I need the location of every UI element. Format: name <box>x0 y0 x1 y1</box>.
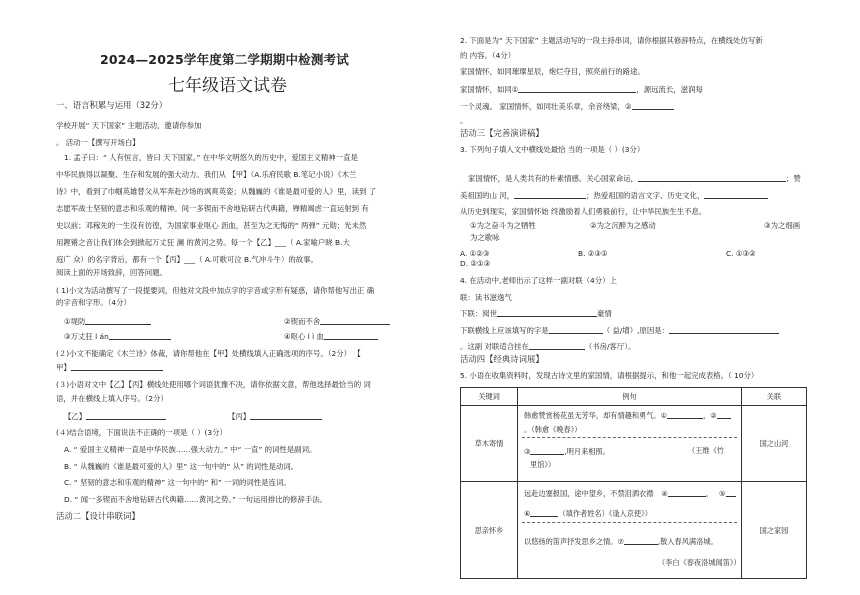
speech-line: 从历史到现实，家国情怀始 终激励着人们勇毅前行，让中华民族生生不息。 <box>460 207 707 216</box>
section-heading: 一、语言积累与运用（32分） <box>56 100 168 110</box>
passage-line: 用鏗锵之音让我们体会到掀起万丈狂 澜 的黄河之势。每一个【乙】___（ A.家喻户晓 B.大 <box>56 238 350 247</box>
question-2-cont: 甲】 <box>56 362 163 372</box>
q4-fill: 下联横线上应该填写的字是 （ 益/增）,原因是： <box>460 325 779 335</box>
question-4: (４)结合语境，下面说法不正确的一项是（ ）(3分） <box>56 428 227 437</box>
row-keyword: 思亲怀乡 <box>461 482 518 579</box>
passage-line: 史以前；邓稼先的一生没有彷徨，为国家事业呕心 沥血，甚至为之无悔的“ 两弹” 元勋；光未然 <box>56 221 367 230</box>
answer-blank[interactable] <box>669 325 779 334</box>
q1-item-c: ③万丈狂 l án <box>64 331 171 341</box>
q1-item-a: ①堤防 <box>64 316 151 326</box>
divider <box>522 437 737 438</box>
answer-blank[interactable] <box>514 190 586 199</box>
answer-blank[interactable] <box>320 316 390 325</box>
answer-blank[interactable] <box>638 173 786 182</box>
passage-line: 庭广 众）的名字背后，都有一个【丙】___（ A.可歌可泣 B.气冲斗牛）的故事。 <box>56 255 318 264</box>
option-1: ①为之奋斗为之牺牲 <box>470 221 536 230</box>
answer-blank[interactable] <box>85 316 151 325</box>
speech-line: 家国情怀，是人类共有的朴素情感。关心国家命运， ；赞 <box>468 174 801 183</box>
answer-blank[interactable] <box>324 331 378 340</box>
activity-heading: 活动三【完善演讲稿】 <box>460 128 544 138</box>
question-3: (３)小语对文中【乙】【丙】横线处使用哪个词语犹豫不决，请你依据文意，帮他选择最恰当的 词 <box>56 380 371 389</box>
poetry-table <box>460 387 807 579</box>
answer-blank[interactable] <box>668 488 706 497</box>
q4-fill-cont: 。这副 对联适合挂在 （书房/客厅）。 <box>460 342 636 351</box>
q1-item-b: ②锲而不舍 <box>284 316 390 326</box>
row-example-cite: （李白《春夜洛城闻笛》） <box>658 558 741 567</box>
activity-heading: 。 活动一【撰写开场白】 <box>56 138 140 147</box>
answer-blank[interactable] <box>530 508 558 517</box>
q4-option-a: A. “ 爱国主义精神一直是中华民族……强大动力。” 中“ 一直” 的词性是副词。 <box>64 445 317 454</box>
answer-blank[interactable] <box>71 362 163 371</box>
question-3-cont: 语，并在横线上填入序号。（2分） <box>56 394 168 403</box>
answer-blank[interactable] <box>632 101 674 110</box>
option-2: ②为之沉醉为之感动 <box>590 221 656 230</box>
answer-blank[interactable] <box>624 536 658 545</box>
answer-blank[interactable] <box>717 410 731 419</box>
period: 。 <box>460 116 468 125</box>
q4-option-b: B. “ 从魏巍的《谁是最可爱的人》里” 这一句中的“ 从” 的词性是动词。 <box>64 462 299 471</box>
answer-blank[interactable] <box>250 411 322 420</box>
answer-blank[interactable] <box>497 308 597 317</box>
row-keyword: 草木寄情 <box>461 406 518 482</box>
passage-line: 阅读上面的开场致辞，回答问题。 <box>56 268 167 277</box>
activity-heading: 活动二【设计串联词】 <box>56 511 140 521</box>
answer-blank[interactable] <box>109 331 171 340</box>
question-4-right: 4. 在活动中,老师出示了这样一副对联（4分）上 <box>460 276 617 285</box>
header-example: 例句 <box>518 388 742 406</box>
header-keyword: 关键词 <box>461 388 518 406</box>
table-header-row <box>461 388 807 406</box>
answer-blank[interactable] <box>518 84 636 93</box>
table-row <box>461 406 807 482</box>
passage-line: 志愿军战士坚韧的意志和乐观的精神。间一多锲而不舍地钻研古代典籍，殚精竭虑一直运射到 有 <box>56 204 369 213</box>
q1-item-d: ④呕心 l ì 血 <box>284 331 378 341</box>
row-example-cite: 里馆》） <box>530 460 556 469</box>
question-5: 5. 小语在收集资料时，发现古诗文里的家国情，请根据提示，和他一起完成表格。（ 10分） <box>460 371 759 380</box>
question-2-right-cont: 的 内容。（4分） <box>460 51 516 60</box>
question-3-right: 3. 下列句子填入文中横线处最恰 当的一项是（ ）(3分） <box>460 145 645 154</box>
table-row <box>461 482 807 579</box>
exam-title: 2024—2025学年度第二学期期中检测考试 <box>100 52 349 67</box>
choice-b[interactable]: B. ②③① <box>578 249 608 258</box>
activity-heading: 活动四【经典诗词展】 <box>460 354 544 364</box>
question-2-right: 2. 下面是为“ 天下国家” 主题活动写的一段主持串词，请你根据其修辞特点，在横线处仿写新 <box>460 36 763 45</box>
row-relation: 国之山河 <box>742 406 807 482</box>
couplet-upper: 联：读书滋逸气 <box>460 293 512 302</box>
row-example-cite: （王维《竹 <box>688 446 724 455</box>
question-1-cont: 的字音和字形。（4分） <box>56 298 131 307</box>
row-example-cite: 。（韩愈《晚春》） <box>524 425 582 434</box>
speech-line: 美祖国的山 河， ；热爱祖国的语言文字、历史文化， <box>460 190 768 200</box>
intro-text: 学校开展“ 天下国家” 主题活动，邀请你参加 <box>56 121 202 130</box>
q4-option-c: C. “ 坚韧的意志和乐观的精神” 这一句中的“ 和” 一词的词性是连词。 <box>64 478 291 487</box>
row-example: 远赴边塞报国，途中望乡，不禁泪洒衣襟 ④ ， ⑤ ⑥ （填作者姓名）《逢入京使》） 以悠扬的笛声抒发思乡之情。⑦ ,散入春风满洛城。 （李白《春夜洛城闻笛》） <box>518 482 742 579</box>
q4-option-d: D. “ 闻一多锲而不舍地钻研古代典籍……黄河之势。” 一句运用排比的修辞手法。 <box>64 495 327 504</box>
row-relation: 国之家园 <box>742 482 807 579</box>
answer-blank[interactable] <box>704 190 768 199</box>
answer-blank[interactable] <box>86 411 166 420</box>
divider <box>522 522 737 523</box>
sample-sentence: 家国情怀，如同璀璨星辰，炮烂夺目，照亮前行的路途。 <box>460 67 645 76</box>
fill-line: 家国情怀，如同① ，源远流长，滋润每 <box>460 85 703 94</box>
fill-line: 一个灵魂。 家国情怀，如同壮美乐章，余音绕梁，② <box>460 101 674 111</box>
passage-line: 中华民族得以凝聚、生存和发展的强大动力。我们从 【甲】（A.乐府民歌 B.笔记小说）《木兰 <box>56 170 357 179</box>
choice-a[interactable]: A. ①②③ <box>460 249 490 258</box>
answer-blank[interactable] <box>530 446 564 455</box>
header-relation: 关联 <box>742 388 807 406</box>
paper-title: 七年级语文试卷 <box>168 76 287 96</box>
option-3-cont: 为之歌咏 <box>470 233 500 242</box>
answer-blank[interactable] <box>726 488 736 497</box>
passage-line: 1. 孟子曰：“ 人有恒言，皆曰 天下国家。” 在中华文明悠久的历史中，爱国主义精神一直是 <box>64 153 358 162</box>
passage-line: 诗》中，看到了巾帼英雄替父从军奔赴沙场的飒爽英姿；从魏巍的《谁是最可爱的人》里，读到 了 <box>56 187 377 196</box>
answer-blank[interactable] <box>529 341 585 350</box>
question-2: (２)小文不能确定《木兰诗》体裁，请你帮他在【甲】处横线填入正确选项的序号。（2分） 【 <box>56 349 361 358</box>
answer-blank[interactable] <box>667 410 703 419</box>
choice-c[interactable]: C. ①③② <box>726 249 756 258</box>
question-1: ( 1)小文为活动撰写了一段提要词，但他对文段中加点字的字音或字形有疑惑，请你帮他写出正 确 <box>56 286 375 295</box>
choice-d[interactable]: D. ②①③ <box>460 259 491 268</box>
answer-blank[interactable] <box>549 325 603 334</box>
q3-yi: 【乙】 <box>64 411 166 421</box>
option-3: ③为之细画 <box>764 221 801 230</box>
q3-bing: 【丙】 <box>228 411 322 421</box>
row-example: 韩愈赞赏杨花虽无芳华，却有情趣和勇气。① ，② 。（韩愈《晚春》） ③ ,明月来相照。 （王维《竹 里馆》） <box>518 406 742 482</box>
couplet-lower: 下联：阅世 豪情 <box>460 309 612 318</box>
